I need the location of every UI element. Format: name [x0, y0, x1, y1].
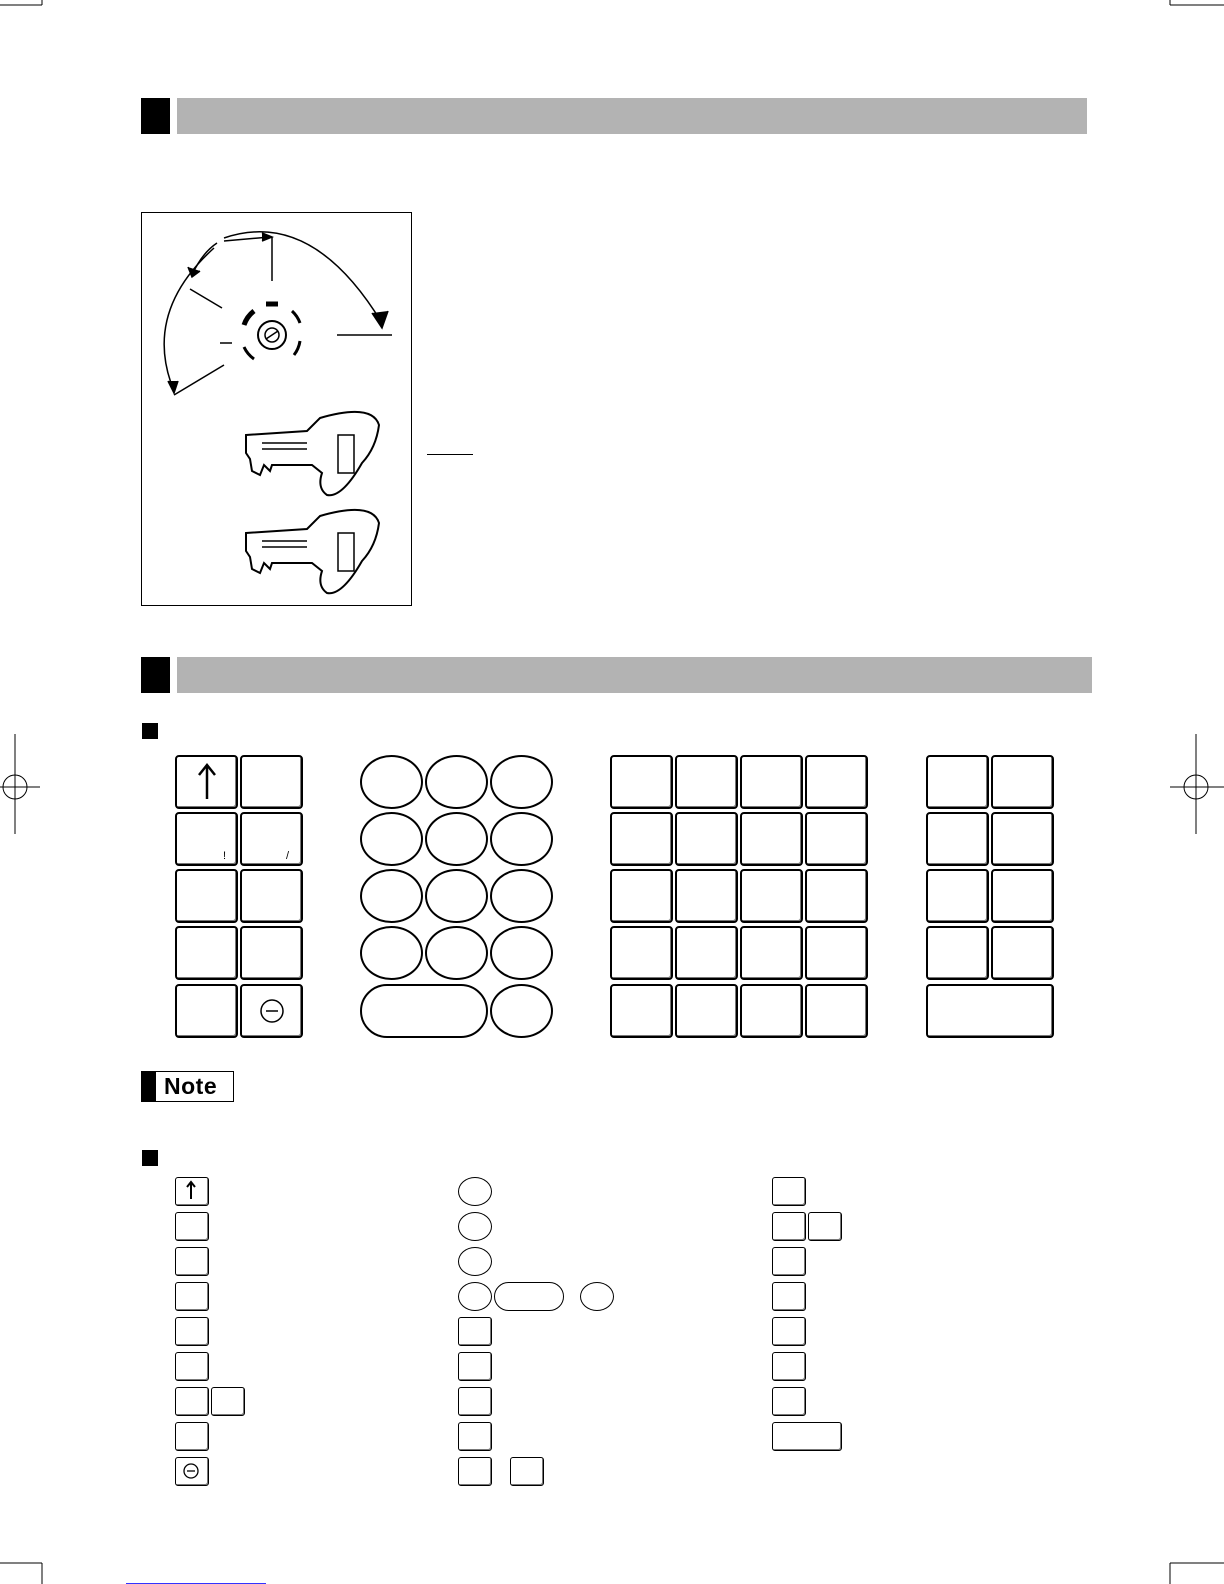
numeric-key[interactable] [425, 812, 488, 866]
function-key[interactable] [991, 926, 1054, 980]
list-key [510, 1457, 544, 1486]
list-key-minus [175, 1457, 209, 1486]
function-key[interactable] [926, 926, 989, 980]
numeric-key[interactable] [360, 869, 423, 923]
subsection-bullet-1 [142, 723, 158, 739]
section-header-1-marker [141, 98, 170, 134]
function-key[interactable] [926, 812, 989, 866]
department-key[interactable] [805, 984, 868, 1038]
note-label: Note [164, 1073, 218, 1099]
list-key [772, 1177, 806, 1206]
list-key [772, 1212, 806, 1241]
list-key [458, 1457, 492, 1486]
department-key[interactable] [740, 984, 803, 1038]
keyboard-key-l5c1[interactable] [175, 984, 238, 1038]
list-key [458, 1317, 492, 1346]
list-key [458, 1422, 492, 1451]
list-key-round [458, 1177, 492, 1206]
department-key[interactable] [805, 869, 868, 923]
department-key[interactable] [610, 812, 673, 866]
section-header-2-marker [141, 657, 170, 693]
list-key [772, 1317, 806, 1346]
minus-key[interactable] [240, 984, 303, 1038]
department-key[interactable] [675, 984, 738, 1038]
department-key[interactable] [805, 812, 868, 866]
department-key[interactable] [610, 984, 673, 1038]
department-key[interactable] [610, 755, 673, 809]
list-key [175, 1352, 209, 1381]
list-key-wide-round [494, 1282, 564, 1311]
list-key [175, 1282, 209, 1311]
keyboard-key-l1c2[interactable] [240, 755, 303, 809]
numeric-key[interactable] [490, 869, 553, 923]
list-key [175, 1422, 209, 1451]
department-key[interactable] [675, 869, 738, 923]
minus-circle-icon [176, 1458, 206, 1484]
numeric-key[interactable] [360, 926, 423, 980]
list-key [772, 1247, 806, 1276]
keyboard-key-l4c2[interactable] [240, 926, 303, 980]
numeric-key[interactable] [425, 926, 488, 980]
mode-switch-drawing [142, 213, 413, 607]
numeric-key[interactable] [490, 926, 553, 980]
numeric-key[interactable] [425, 869, 488, 923]
numeric-key[interactable] [490, 984, 553, 1038]
function-key[interactable] [991, 869, 1054, 923]
list-key-round [458, 1212, 492, 1241]
numeric-key[interactable] [425, 755, 488, 809]
department-key[interactable] [805, 926, 868, 980]
up-arrow-icon [176, 1178, 206, 1204]
department-key[interactable] [675, 926, 738, 980]
list-key [808, 1212, 842, 1241]
list-key [175, 1247, 209, 1276]
numeric-key[interactable] [490, 755, 553, 809]
department-key[interactable] [805, 755, 868, 809]
function-key[interactable] [991, 755, 1054, 809]
list-key [458, 1352, 492, 1381]
department-key[interactable] [740, 812, 803, 866]
list-key-round [458, 1282, 492, 1311]
numeric-key[interactable] [360, 812, 423, 866]
department-key[interactable] [740, 926, 803, 980]
slash-legend: / [286, 850, 290, 862]
department-key[interactable] [740, 755, 803, 809]
exclamation-legend: ! [223, 850, 227, 862]
keyboard-key-l2c2[interactable] [240, 812, 303, 866]
list-key [175, 1212, 209, 1241]
list-key-round [458, 1247, 492, 1276]
list-key-paper-feed [175, 1177, 209, 1206]
numeric-wide-key[interactable] [360, 984, 488, 1038]
numeric-key[interactable] [360, 755, 423, 809]
receipt-paper-feed-key[interactable] [175, 755, 238, 809]
department-key[interactable] [740, 869, 803, 923]
function-key[interactable] [991, 812, 1054, 866]
list-key [211, 1387, 245, 1416]
minus-circle-icon [242, 986, 302, 1036]
function-key[interactable] [926, 755, 989, 809]
keyboard-key-l4c1[interactable] [175, 926, 238, 980]
list-key [772, 1387, 806, 1416]
keyboard-key-l3c2[interactable] [240, 869, 303, 923]
subsection-bullet-2 [142, 1150, 158, 1166]
list-key [175, 1317, 209, 1346]
department-key[interactable] [610, 926, 673, 980]
up-arrow-icon [177, 757, 237, 807]
list-key [175, 1387, 209, 1416]
department-key[interactable] [610, 869, 673, 923]
list-key [772, 1352, 806, 1381]
section-header-2-bar [177, 657, 1092, 693]
mode-switch-illustration [141, 212, 412, 606]
note-badge [141, 1071, 234, 1102]
note-badge-bar [142, 1072, 156, 1101]
section-header-1-bar [177, 98, 1087, 134]
numeric-key[interactable] [490, 812, 553, 866]
department-key[interactable] [675, 812, 738, 866]
keyboard-key-l3c1[interactable] [175, 869, 238, 923]
list-key-round [580, 1282, 614, 1311]
list-key [458, 1387, 492, 1416]
callout-line [427, 454, 473, 455]
list-key-wide [772, 1422, 842, 1451]
function-key[interactable] [926, 869, 989, 923]
list-key [772, 1282, 806, 1311]
department-key[interactable] [675, 755, 738, 809]
keyboard-key-l2c1[interactable] [175, 812, 238, 866]
function-wide-key[interactable] [926, 984, 1054, 1038]
